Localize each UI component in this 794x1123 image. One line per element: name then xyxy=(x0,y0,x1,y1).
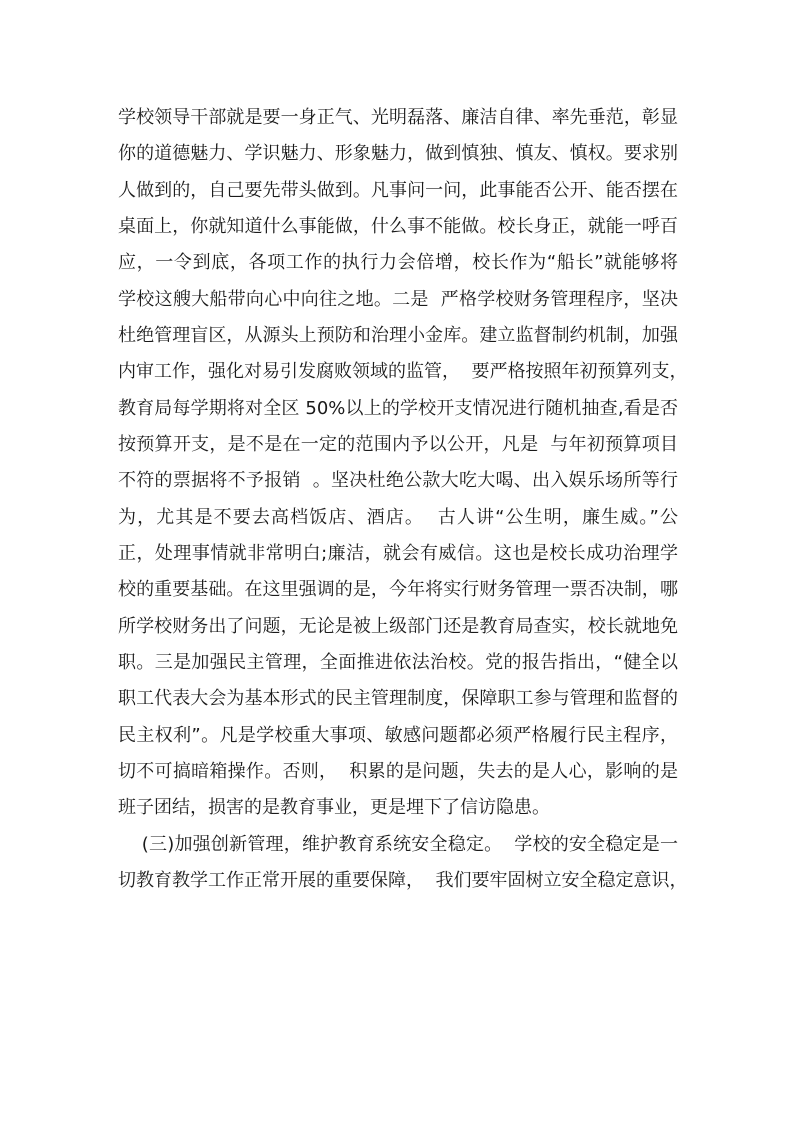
text-line: 学校这艘大船带向心中向往之地。二是 严格学校财务管理程序，坚决 xyxy=(118,288,678,310)
text-line: 你的道德魅力、学识魅力、形象魅力，做到慎独、慎友、慎权。要求别 xyxy=(118,143,678,165)
text-line: 为，尤其是不要去高档饭店、酒店。 古人讲“公生明，廉生威。”公 xyxy=(118,506,678,528)
text-line: 学校领导干部就是要一身正气、光明磊落、廉洁自律、率先垂范，彰显 xyxy=(118,107,678,128)
text-line: 应，一令到底，各项工作的执行力会倍增，校长作为“船长”就能够将 xyxy=(118,252,678,274)
section-heading-line: (三)加强创新管理，维护教育系统安全稳定。 学校的安全稳定是一 xyxy=(118,833,678,855)
text-line: 职工代表大会为基本形式的民主管理制度，保障职工参与管理和监督的 xyxy=(118,688,678,710)
text-line: 人做到的，自己要先带头做到。凡事问一问，此事能否公开、能否摆在 xyxy=(118,179,678,201)
text-line: 校的重要基础。在这里强调的是，今年将实行财务管理一票否决制，哪 xyxy=(118,579,678,601)
text-line: 不符的票据将不予报销 。坚决杜绝公款大吃大喝、出入娱乐场所等行 xyxy=(118,470,678,492)
text-line: 班子团结，损害的是教育事业，更是埋下了信访隐患。 xyxy=(118,797,550,819)
text-line: 切教育教学工作正常开展的重要保障， 我们要牢固树立安全稳定意识， xyxy=(118,869,688,891)
text-line: 教育局每学期将对全区 50%以上的学校开支情况进行随机抽查,看是否 xyxy=(118,397,678,419)
text-line: 切不可搞暗箱操作。否则， 积累的是问题，失去的是人心，影响的是 xyxy=(118,760,678,782)
body-text xyxy=(118,100,688,899)
text-line: 内审工作，强化对易引发腐败领域的监管， 要严格按照年初预算列支， xyxy=(118,361,688,383)
text-line: 桌面上，你就知道什么事能做，什么事不能做。校长身正，就能一呼百 xyxy=(118,215,678,237)
text-line: 按预算开支，是不是在一定的范围内予以公开，凡是 与年初预算项目 xyxy=(118,433,678,455)
text-line: 所学校财务出了问题，无论是被上级部门还是教育局查实，校长就地免 xyxy=(118,615,678,637)
text-line: 职。三是加强民主管理，全面推进依法治校。党的报告指出，“健全以 xyxy=(118,651,678,673)
text-line: 民主权利”。凡是学校重大事项、敏感问题都必须严格履行民主程序， xyxy=(118,724,678,746)
text-line: 杜绝管理盲区，从源头上预防和治理小金库。建立监督制约机制，加强 xyxy=(118,324,678,346)
text-line: 正，处理事情就非常明白;廉洁，就会有威信。这也是校长成功治理学 xyxy=(118,542,678,564)
